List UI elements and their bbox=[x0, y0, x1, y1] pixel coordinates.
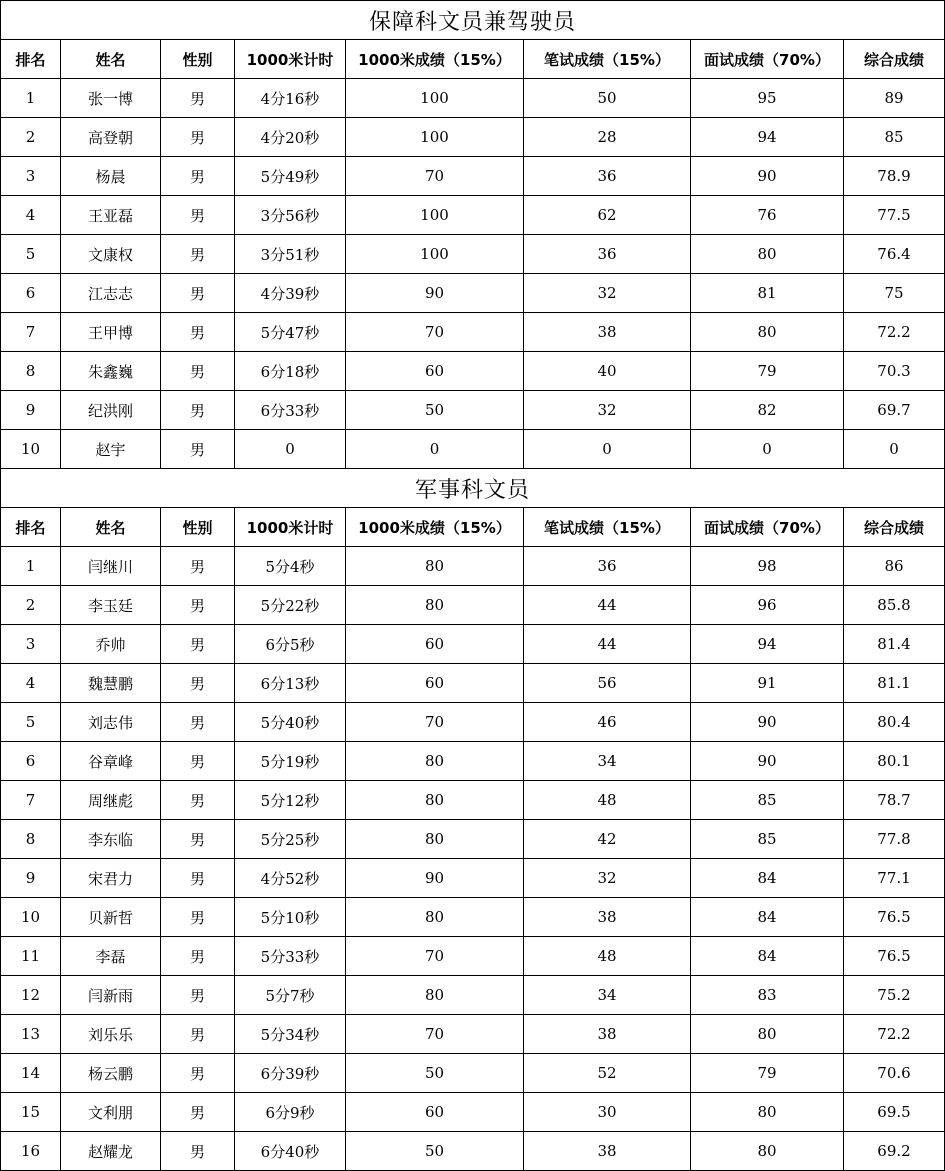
table-cell: 100 bbox=[346, 118, 524, 157]
table-row bbox=[1, 781, 945, 820]
table-cell: 贝新哲 bbox=[61, 898, 161, 937]
section-title-row bbox=[1, 1, 945, 40]
table-cell: 32 bbox=[524, 391, 691, 430]
table-cell: 60 bbox=[346, 625, 524, 664]
table-cell: 98 bbox=[691, 547, 844, 586]
table-cell: 宋君力 bbox=[61, 859, 161, 898]
column-header: 1000米计时 bbox=[235, 508, 346, 547]
table-cell: 6 bbox=[1, 274, 61, 313]
table-cell: 95 bbox=[691, 79, 844, 118]
table-row bbox=[1, 79, 945, 118]
table-cell: 7 bbox=[1, 781, 61, 820]
table-cell: 80 bbox=[691, 1015, 844, 1054]
table-row bbox=[1, 586, 945, 625]
table-cell: 5 bbox=[1, 703, 61, 742]
column-header: 排名 bbox=[1, 40, 61, 79]
table-cell: 男 bbox=[161, 937, 235, 976]
column-header: 笔试成绩（15%） bbox=[524, 508, 691, 547]
table-cell: 5分33秒 bbox=[235, 937, 346, 976]
table-cell: 12 bbox=[1, 976, 61, 1015]
table-row bbox=[1, 742, 945, 781]
table-cell: 1 bbox=[1, 79, 61, 118]
table-cell: 38 bbox=[524, 1015, 691, 1054]
table-row bbox=[1, 352, 945, 391]
table-cell: 44 bbox=[524, 586, 691, 625]
table-cell: 6 bbox=[1, 742, 61, 781]
table-cell: 3 bbox=[1, 157, 61, 196]
table-cell: 77.1 bbox=[844, 859, 945, 898]
table-cell: 9 bbox=[1, 391, 61, 430]
table-cell: 16 bbox=[1, 1132, 61, 1171]
table-cell: 男 bbox=[161, 235, 235, 274]
table-cell: 3 bbox=[1, 625, 61, 664]
table-cell: 10 bbox=[1, 430, 61, 469]
table-cell: 28 bbox=[524, 118, 691, 157]
table-cell: 90 bbox=[691, 703, 844, 742]
table-cell: 男 bbox=[161, 196, 235, 235]
table-cell: 70.3 bbox=[844, 352, 945, 391]
table-row bbox=[1, 157, 945, 196]
table-row bbox=[1, 625, 945, 664]
table-cell: 94 bbox=[691, 118, 844, 157]
column-header: 姓名 bbox=[61, 40, 161, 79]
table-cell: 3分56秒 bbox=[235, 196, 346, 235]
table-cell: 6分39秒 bbox=[235, 1054, 346, 1093]
table-cell: 杨云鹏 bbox=[61, 1054, 161, 1093]
table-cell: 0 bbox=[524, 430, 691, 469]
table-row bbox=[1, 664, 945, 703]
table-row bbox=[1, 118, 945, 157]
table-cell: 60 bbox=[346, 352, 524, 391]
column-header: 1000米成绩（15%） bbox=[346, 508, 524, 547]
column-header: 面试成绩（70%） bbox=[691, 508, 844, 547]
table-row bbox=[1, 313, 945, 352]
table-cell: 8 bbox=[1, 352, 61, 391]
table-cell: 男 bbox=[161, 781, 235, 820]
table-cell: 100 bbox=[346, 79, 524, 118]
table-cell: 36 bbox=[524, 547, 691, 586]
table-cell: 83 bbox=[691, 976, 844, 1015]
table-row bbox=[1, 430, 945, 469]
table-cell: 0 bbox=[844, 430, 945, 469]
column-header: 综合成绩 bbox=[844, 508, 945, 547]
table-cell: 6分33秒 bbox=[235, 391, 346, 430]
table-cell: 48 bbox=[524, 937, 691, 976]
table-cell: 男 bbox=[161, 742, 235, 781]
table-cell: 男 bbox=[161, 1015, 235, 1054]
table-row bbox=[1, 976, 945, 1015]
table-cell: 4分20秒 bbox=[235, 118, 346, 157]
table-cell: 朱鑫巍 bbox=[61, 352, 161, 391]
table-cell: 86 bbox=[844, 547, 945, 586]
table-cell: 81.4 bbox=[844, 625, 945, 664]
table-cell: 李玉廷 bbox=[61, 586, 161, 625]
table-cell: 100 bbox=[346, 235, 524, 274]
table-cell: 5分19秒 bbox=[235, 742, 346, 781]
table-cell: 王甲博 bbox=[61, 313, 161, 352]
table-cell: 李磊 bbox=[61, 937, 161, 976]
table-cell: 34 bbox=[524, 742, 691, 781]
table-row bbox=[1, 703, 945, 742]
table-cell: 5分22秒 bbox=[235, 586, 346, 625]
table-cell: 62 bbox=[524, 196, 691, 235]
table-row bbox=[1, 391, 945, 430]
table-cell: 李东临 bbox=[61, 820, 161, 859]
table-cell: 乔帅 bbox=[61, 625, 161, 664]
section-title: 军事科文员 bbox=[1, 469, 945, 508]
table-cell: 79 bbox=[691, 1054, 844, 1093]
table-cell: 刘志伟 bbox=[61, 703, 161, 742]
table-cell: 80 bbox=[691, 235, 844, 274]
table-cell: 34 bbox=[524, 976, 691, 1015]
table-cell: 6分9秒 bbox=[235, 1093, 346, 1132]
table-cell: 48 bbox=[524, 781, 691, 820]
table-cell: 魏慧鹏 bbox=[61, 664, 161, 703]
column-header-row bbox=[1, 40, 945, 79]
table-cell: 90 bbox=[691, 157, 844, 196]
table-cell: 男 bbox=[161, 625, 235, 664]
table-cell: 高登朝 bbox=[61, 118, 161, 157]
table-cell: 70 bbox=[346, 937, 524, 976]
table-row bbox=[1, 235, 945, 274]
table-row bbox=[1, 1132, 945, 1171]
table-cell: 闫新雨 bbox=[61, 976, 161, 1015]
table-cell: 70 bbox=[346, 313, 524, 352]
table-cell: 6分40秒 bbox=[235, 1132, 346, 1171]
table-cell: 76 bbox=[691, 196, 844, 235]
table-cell: 4分52秒 bbox=[235, 859, 346, 898]
table-cell: 52 bbox=[524, 1054, 691, 1093]
table-cell: 80 bbox=[346, 781, 524, 820]
table-cell: 赵宇 bbox=[61, 430, 161, 469]
table-cell: 89 bbox=[844, 79, 945, 118]
table-cell: 6分5秒 bbox=[235, 625, 346, 664]
table-cell: 82 bbox=[691, 391, 844, 430]
table-cell: 79 bbox=[691, 352, 844, 391]
table-cell: 90 bbox=[346, 274, 524, 313]
table-cell: 周继彪 bbox=[61, 781, 161, 820]
table-cell: 赵耀龙 bbox=[61, 1132, 161, 1171]
table-row bbox=[1, 547, 945, 586]
table-cell: 96 bbox=[691, 586, 844, 625]
table-cell: 男 bbox=[161, 274, 235, 313]
table-cell: 90 bbox=[346, 859, 524, 898]
table-cell: 男 bbox=[161, 664, 235, 703]
table-cell: 男 bbox=[161, 1054, 235, 1093]
table-cell: 85 bbox=[844, 118, 945, 157]
table-cell: 32 bbox=[524, 274, 691, 313]
table-cell: 80 bbox=[346, 898, 524, 937]
table-cell: 13 bbox=[1, 1015, 61, 1054]
table-cell: 男 bbox=[161, 1093, 235, 1132]
table-cell: 9 bbox=[1, 859, 61, 898]
table-row bbox=[1, 859, 945, 898]
table-row bbox=[1, 274, 945, 313]
table-cell: 50 bbox=[346, 391, 524, 430]
table-cell: 8 bbox=[1, 820, 61, 859]
table-cell: 5分4秒 bbox=[235, 547, 346, 586]
table-row bbox=[1, 820, 945, 859]
table-cell: 40 bbox=[524, 352, 691, 391]
table-cell: 56 bbox=[524, 664, 691, 703]
table-cell: 69.2 bbox=[844, 1132, 945, 1171]
table-cell: 50 bbox=[346, 1054, 524, 1093]
column-header: 综合成绩 bbox=[844, 40, 945, 79]
table-cell: 70 bbox=[346, 703, 524, 742]
table-cell: 5分34秒 bbox=[235, 1015, 346, 1054]
table-cell: 文康权 bbox=[61, 235, 161, 274]
table-cell: 11 bbox=[1, 937, 61, 976]
column-header: 面试成绩（70%） bbox=[691, 40, 844, 79]
table-cell: 5分10秒 bbox=[235, 898, 346, 937]
table-cell: 7 bbox=[1, 313, 61, 352]
table-cell: 江志志 bbox=[61, 274, 161, 313]
table-cell: 84 bbox=[691, 898, 844, 937]
table-cell: 80 bbox=[346, 820, 524, 859]
table-cell: 50 bbox=[346, 1132, 524, 1171]
table-cell: 男 bbox=[161, 79, 235, 118]
table-cell: 男 bbox=[161, 430, 235, 469]
table-cell: 0 bbox=[235, 430, 346, 469]
table-cell: 男 bbox=[161, 898, 235, 937]
column-header: 排名 bbox=[1, 508, 61, 547]
table-cell: 男 bbox=[161, 391, 235, 430]
table-cell: 10 bbox=[1, 898, 61, 937]
table-cell: 46 bbox=[524, 703, 691, 742]
table-cell: 4分39秒 bbox=[235, 274, 346, 313]
table-cell: 100 bbox=[346, 196, 524, 235]
column-header: 性别 bbox=[161, 508, 235, 547]
table-cell: 84 bbox=[691, 937, 844, 976]
table-cell: 60 bbox=[346, 1093, 524, 1132]
table-cell: 5分25秒 bbox=[235, 820, 346, 859]
table-cell: 44 bbox=[524, 625, 691, 664]
table-cell: 80 bbox=[346, 976, 524, 1015]
table-cell: 36 bbox=[524, 157, 691, 196]
table-cell: 69.5 bbox=[844, 1093, 945, 1132]
table-cell: 42 bbox=[524, 820, 691, 859]
table-cell: 男 bbox=[161, 313, 235, 352]
table-cell: 1 bbox=[1, 547, 61, 586]
table-cell: 男 bbox=[161, 703, 235, 742]
table-cell: 91 bbox=[691, 664, 844, 703]
table-cell: 38 bbox=[524, 313, 691, 352]
table-cell: 王亚磊 bbox=[61, 196, 161, 235]
section-title: 保障科文员兼驾驶员 bbox=[1, 1, 945, 40]
table-cell: 男 bbox=[161, 859, 235, 898]
table-cell: 78.7 bbox=[844, 781, 945, 820]
table-cell: 14 bbox=[1, 1054, 61, 1093]
column-header: 1000米成绩（15%） bbox=[346, 40, 524, 79]
table-cell: 76.5 bbox=[844, 937, 945, 976]
table-cell: 谷章峰 bbox=[61, 742, 161, 781]
table-cell: 男 bbox=[161, 157, 235, 196]
column-header-row bbox=[1, 508, 945, 547]
column-header: 1000米计时 bbox=[235, 40, 346, 79]
table-cell: 男 bbox=[161, 118, 235, 157]
table-cell: 70 bbox=[346, 157, 524, 196]
table-cell: 84 bbox=[691, 859, 844, 898]
table-cell: 75.2 bbox=[844, 976, 945, 1015]
table-cell: 78.9 bbox=[844, 157, 945, 196]
table-cell: 50 bbox=[524, 79, 691, 118]
table-cell: 77.5 bbox=[844, 196, 945, 235]
table-cell: 80 bbox=[691, 1093, 844, 1132]
table-cell: 32 bbox=[524, 859, 691, 898]
table-row bbox=[1, 1054, 945, 1093]
table-cell: 81 bbox=[691, 274, 844, 313]
table-cell: 男 bbox=[161, 547, 235, 586]
table-cell: 36 bbox=[524, 235, 691, 274]
table-cell: 5分12秒 bbox=[235, 781, 346, 820]
table-cell: 5 bbox=[1, 235, 61, 274]
table-cell: 15 bbox=[1, 1093, 61, 1132]
table-cell: 80 bbox=[691, 313, 844, 352]
table-cell: 男 bbox=[161, 1132, 235, 1171]
table-cell: 85 bbox=[691, 820, 844, 859]
table-cell: 5分40秒 bbox=[235, 703, 346, 742]
column-header: 性别 bbox=[161, 40, 235, 79]
table-cell: 77.8 bbox=[844, 820, 945, 859]
table-cell: 闫继川 bbox=[61, 547, 161, 586]
table-cell: 4 bbox=[1, 196, 61, 235]
table-cell: 6分13秒 bbox=[235, 664, 346, 703]
table-cell: 70.6 bbox=[844, 1054, 945, 1093]
table-cell: 6分18秒 bbox=[235, 352, 346, 391]
table-cell: 76.5 bbox=[844, 898, 945, 937]
table-row bbox=[1, 1093, 945, 1132]
section-title-row bbox=[1, 469, 945, 508]
table-cell: 2 bbox=[1, 586, 61, 625]
table-cell: 男 bbox=[161, 352, 235, 391]
table-cell: 80 bbox=[691, 1132, 844, 1171]
table-cell: 纪洪刚 bbox=[61, 391, 161, 430]
table-cell: 4分16秒 bbox=[235, 79, 346, 118]
table-cell: 文利朋 bbox=[61, 1093, 161, 1132]
table-row bbox=[1, 898, 945, 937]
table-cell: 80 bbox=[346, 742, 524, 781]
table-cell: 5分49秒 bbox=[235, 157, 346, 196]
table-cell: 90 bbox=[691, 742, 844, 781]
table-cell: 94 bbox=[691, 625, 844, 664]
table-cell: 0 bbox=[346, 430, 524, 469]
table-cell: 85 bbox=[691, 781, 844, 820]
table-cell: 80.1 bbox=[844, 742, 945, 781]
column-header: 笔试成绩（15%） bbox=[524, 40, 691, 79]
table-cell: 3分51秒 bbox=[235, 235, 346, 274]
table-row bbox=[1, 1015, 945, 1054]
table-cell: 60 bbox=[346, 664, 524, 703]
table-cell: 男 bbox=[161, 976, 235, 1015]
table-cell: 80.4 bbox=[844, 703, 945, 742]
table-cell: 81.1 bbox=[844, 664, 945, 703]
table-cell: 38 bbox=[524, 1132, 691, 1171]
table-cell: 30 bbox=[524, 1093, 691, 1132]
table-cell: 5分47秒 bbox=[235, 313, 346, 352]
table-cell: 85.8 bbox=[844, 586, 945, 625]
column-header: 姓名 bbox=[61, 508, 161, 547]
table-cell: 2 bbox=[1, 118, 61, 157]
table-cell: 刘乐乐 bbox=[61, 1015, 161, 1054]
table-cell: 杨晨 bbox=[61, 157, 161, 196]
table-row bbox=[1, 937, 945, 976]
table-cell: 75 bbox=[844, 274, 945, 313]
table-cell: 80 bbox=[346, 547, 524, 586]
table-cell: 男 bbox=[161, 586, 235, 625]
table-cell: 72.2 bbox=[844, 313, 945, 352]
table-cell: 69.7 bbox=[844, 391, 945, 430]
table-cell: 72.2 bbox=[844, 1015, 945, 1054]
table-cell: 70 bbox=[346, 1015, 524, 1054]
table-cell: 5分7秒 bbox=[235, 976, 346, 1015]
table-row bbox=[1, 196, 945, 235]
table-cell: 男 bbox=[161, 820, 235, 859]
table-cell: 38 bbox=[524, 898, 691, 937]
table-cell: 张一博 bbox=[61, 79, 161, 118]
table-cell: 76.4 bbox=[844, 235, 945, 274]
table-cell: 0 bbox=[691, 430, 844, 469]
table-cell: 80 bbox=[346, 586, 524, 625]
table-cell: 4 bbox=[1, 664, 61, 703]
